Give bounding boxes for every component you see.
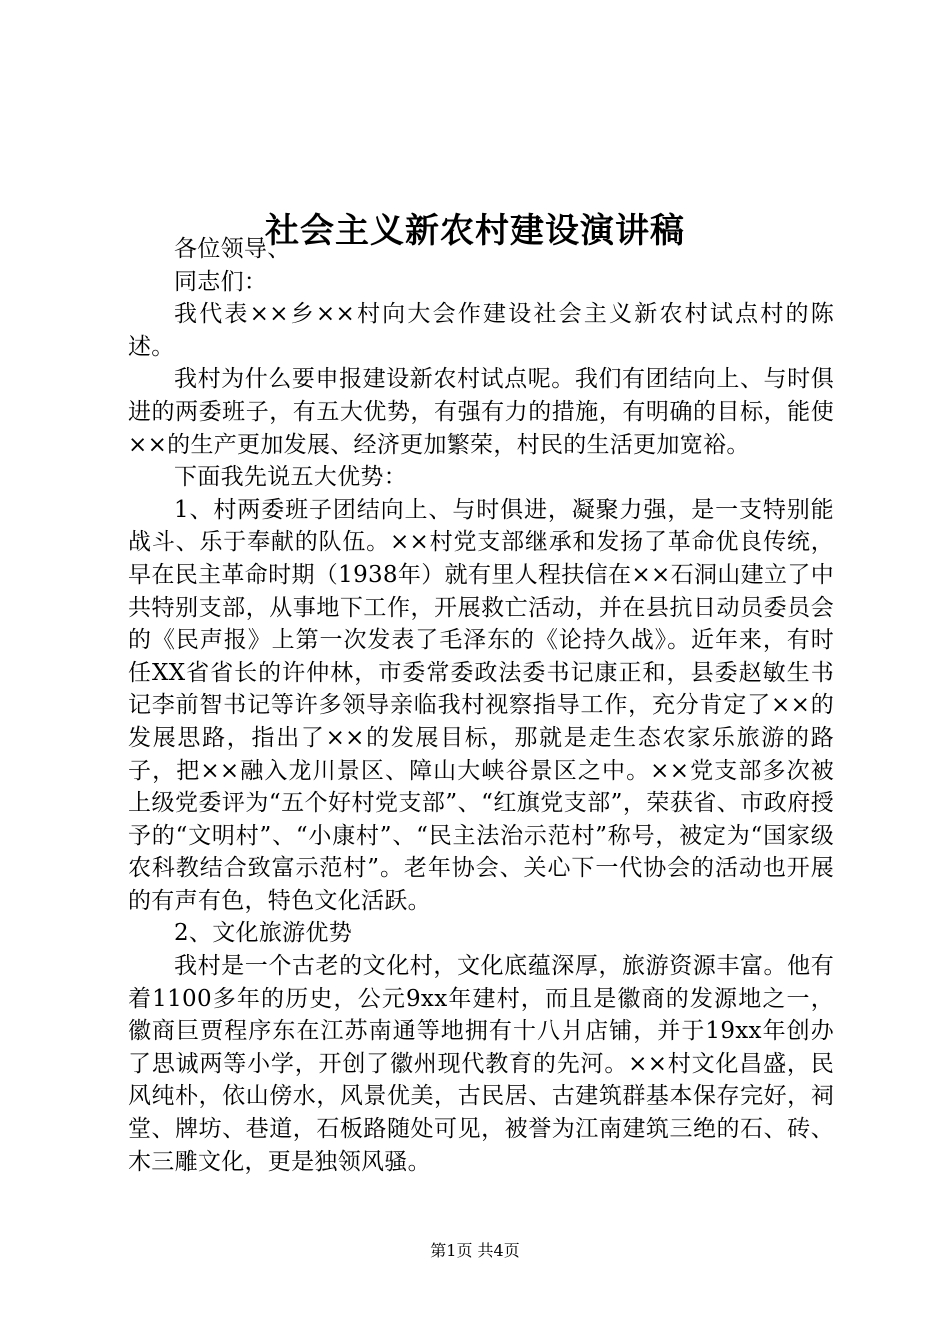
paragraph-advantage-2-heading: 2、文化旅游优势 <box>174 920 353 947</box>
paragraph-advantage-1: 1、村两委班子团结向上、与时俱进，凝聚力强，是一支特别能战斗、乐于奉献的队伍。××村党支部继承和发扬了革命优良传统，早在民主革命时期（1938年）就有里人程扶信在××石洞山建立了中共特别支部，从事地下工作，开展救亡活动，并在县抗日动员委员会的《民声报》上第一次发表了毛泽东的《论持久战》。近年来，有时任XX省省长的许仲林，市委常委政法委书记康正和，县委赵敏生书记李前智书记等许多领导亲临我村视察指导工作，充分肯定了××的发展思路，指出了××的发展目标，那就是走生态农家乐旅游的路子，把××融入龙川景区、障山大峡谷景区之中。××党支部多次被上级党委评为“五个好村党支部”、“红旗党支部”，荣获省、市政府授予的“文明村”、“小康村”、“民主法治示范村”称号，被定为“国家级农科教结合致富示范村”。老年协会、关心下一代协会的活动也开展的有声有色，特色文化活跃。 <box>128 496 834 914</box>
document-title: 社会主义新农村建设演讲稿 <box>265 210 685 251</box>
paragraph-intro: 我代表××乡××村向大会作建设社会主义新农村试点村的陈述。 <box>128 301 834 360</box>
salutation-leaders: 各位领导、 <box>174 236 291 262</box>
salutation-comrades: 同志们： <box>174 268 268 295</box>
paragraph-culture-tourism: 我村是一个古老的文化村，文化底蕴深厚，旅游资源丰富。他有着1100多年的历史，公元9xx年建村，而且是徽商的发源地之一，徽商巨贾程序东在江苏南通等地拥有十八爿店铺，并于19xx年创办了思诚两等小学，开创了徽州现代教育的先河。××村文化昌盛，民风纯朴，依山傍水，风景优美，古民居、古建筑群基本保存完好，祠堂、牌坊、巷道，石板路随处可见，被誉为江南建筑三绝的石、砖、木三雕文化，更是独领风骚。 <box>128 953 834 1175</box>
paragraph-reason: 我村为什么要申报建设新农村试点呢。我们有团结向上、与时俱进的两委班子，有五大优势，有强有力的措施，有明确的目标，能使××的生产更加发展、经济更加繁荣，村民的生活更加宽裕。 <box>128 366 834 458</box>
document-body <box>128 233 834 1178</box>
paragraph-advantages-heading: 下面我先说五大优势： <box>174 464 407 491</box>
page-footer: 第1页 共4页 <box>430 1241 520 1260</box>
